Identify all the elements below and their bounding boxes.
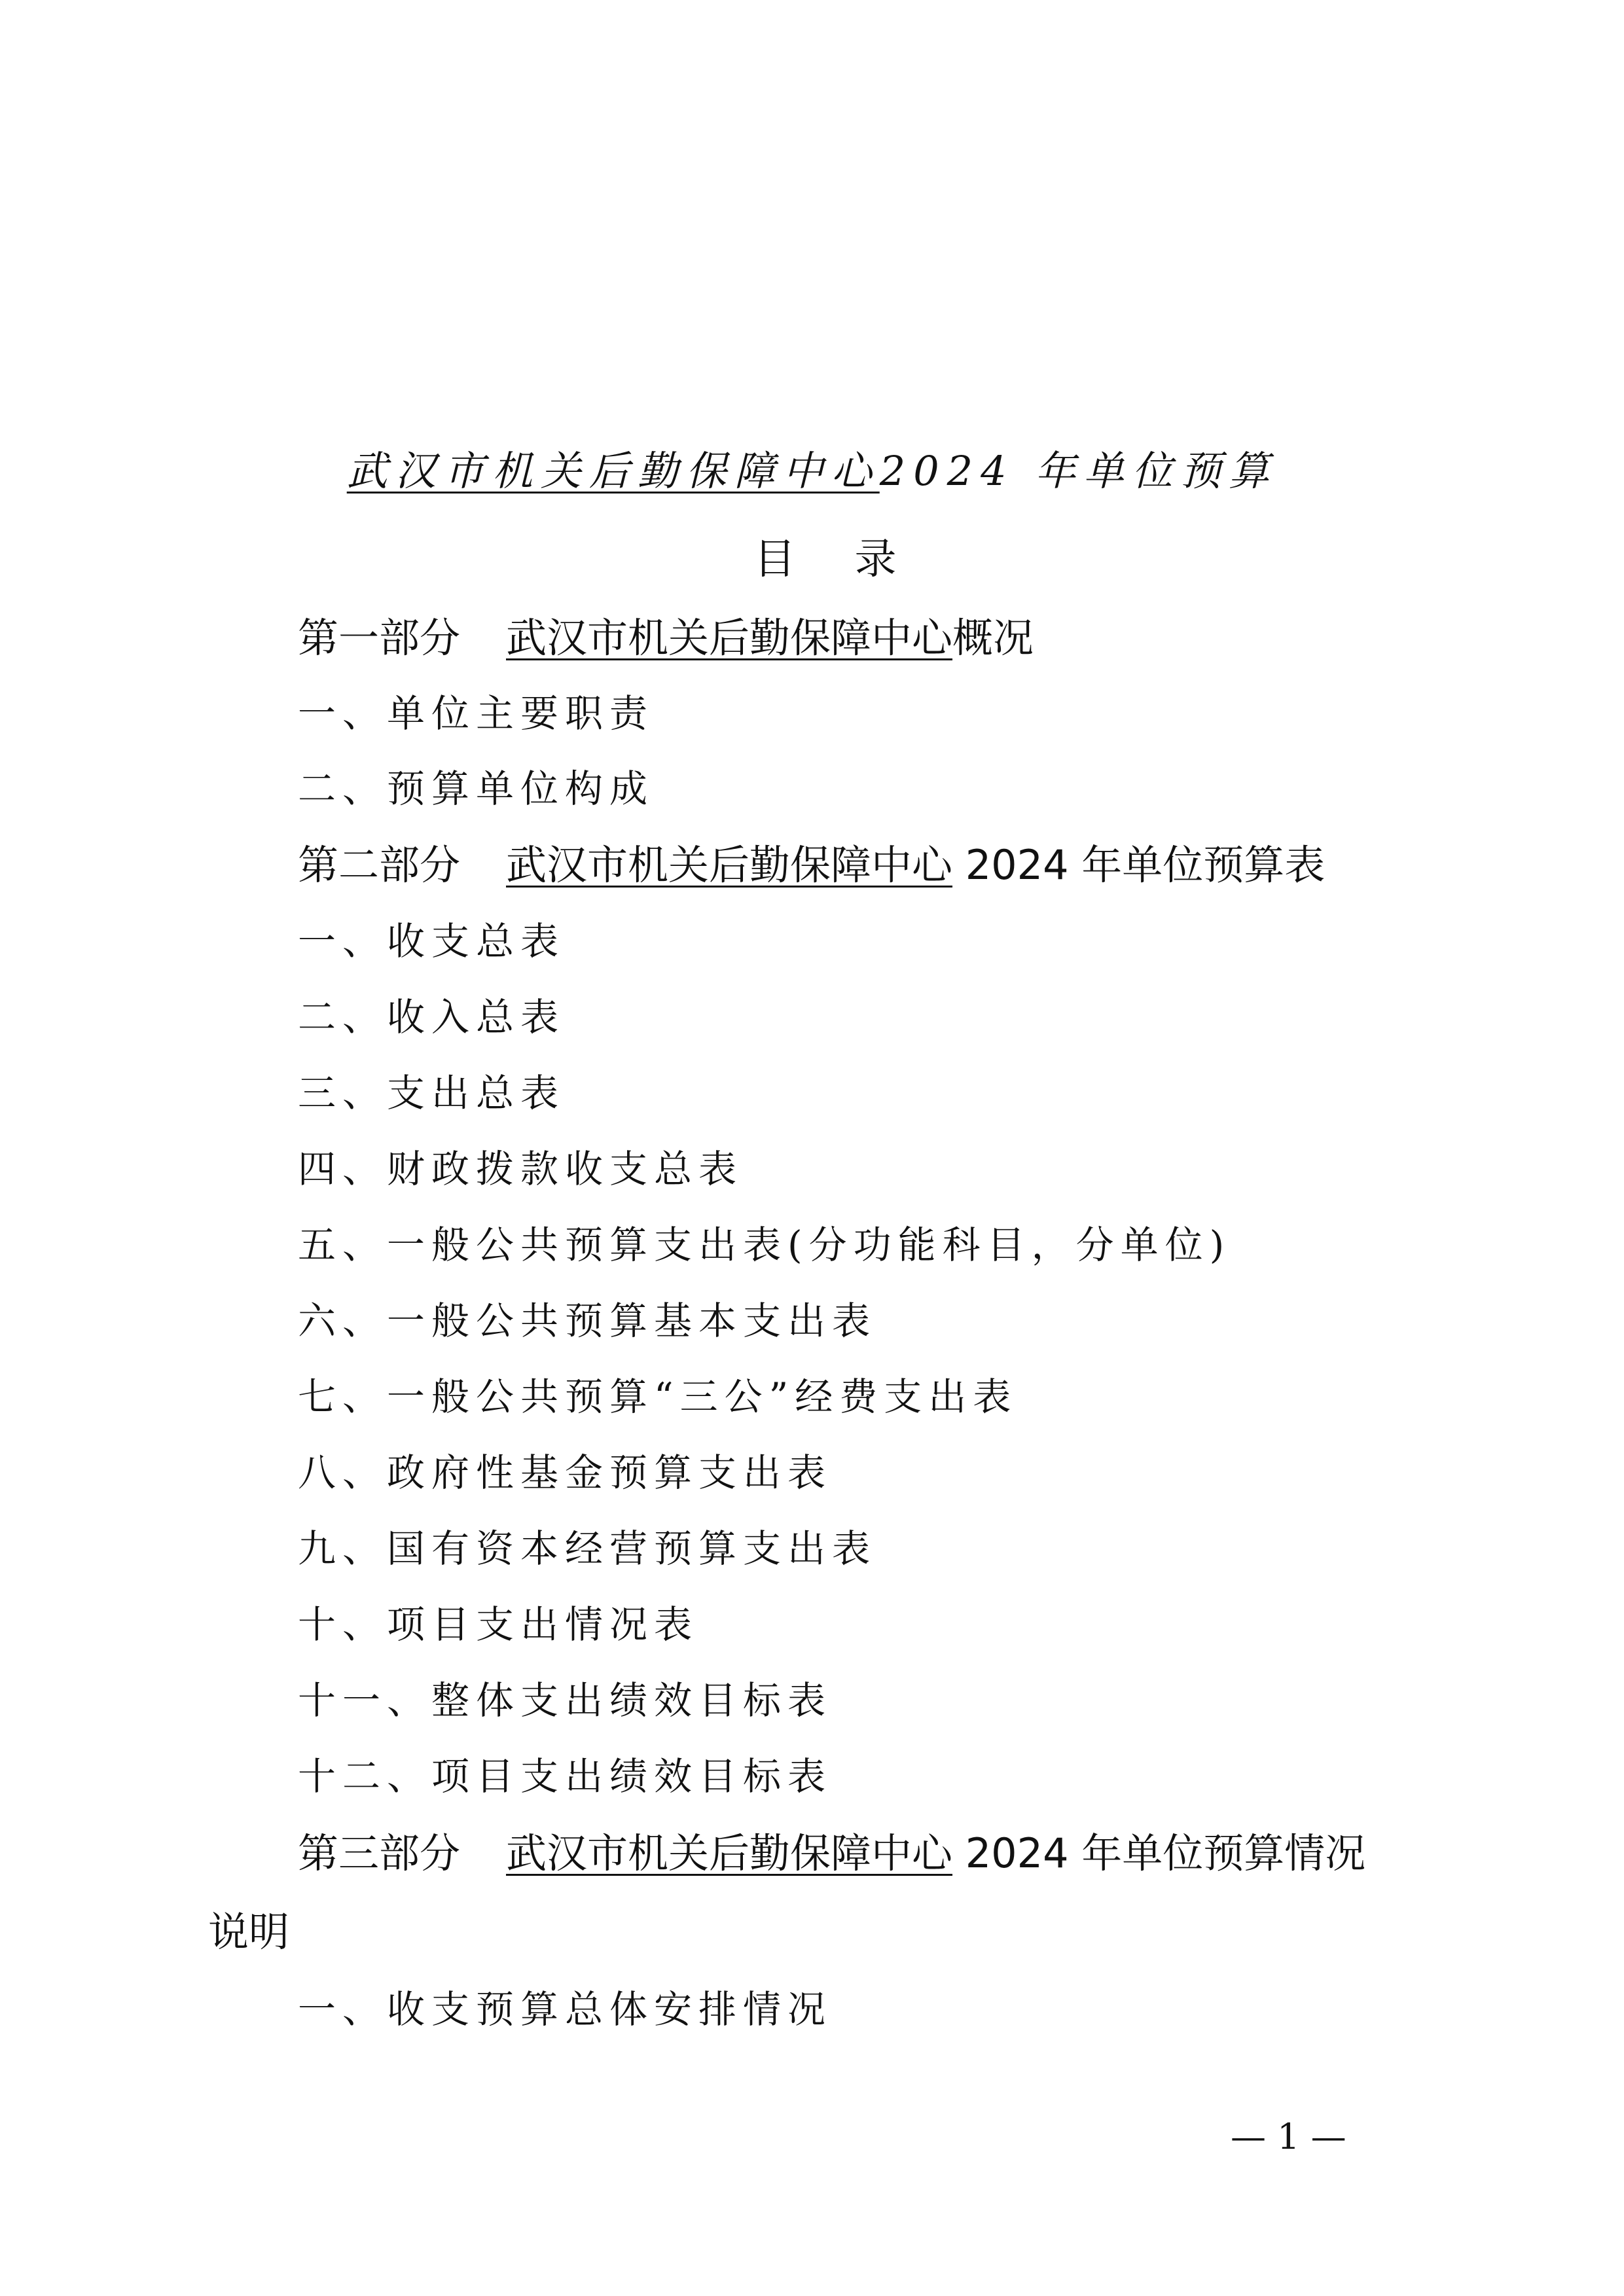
part2-org-name: 武汉市机关后勤保障中心 [506,841,953,889]
toc-item: 九、国有资本经营预算支出表 [298,1526,877,1571]
toc-item: 十、项目支出情况表 [298,1602,699,1647]
part3-heading-continuation: 说明 [208,1908,290,1956]
toc-item: 三、支出总表 [298,1071,566,1115]
toc-item: 五、一般公共预算支出表(分功能科目，分单位) [298,1223,1231,1267]
part1-heading: 第一部分 武汉市机关后勤保障中心概况 [298,614,1034,662]
toc-heading: 目 录 [753,535,897,584]
toc-item: 七、一般公共预算“三公”经费支出表 [298,1374,1018,1419]
title-year-text: 2024 年单位预算 [879,447,1278,495]
toc-item: 一、单位主要职责 [298,691,655,736]
toc-item: 十一、整体支出绩效目标表 [298,1678,833,1723]
document-title [0,432,1624,511]
toc-item: 一、收支预算总体安排情况 [298,1987,833,2032]
part3-heading: 第三部分 武汉市机关后勤保障中心 2024 年单位预算情况 [298,1829,1366,1877]
toc-item: 二、预算单位构成 [298,766,655,811]
toc-item: 二、收入总表 [298,995,566,1039]
toc-item: 八、政府性基金预算支出表 [298,1450,833,1495]
toc-item: 六、一般公共预算基本支出表 [298,1299,877,1343]
part3-org-name: 武汉市机关后勤保障中心 [506,1829,953,1877]
toc-item: 一、收支总表 [298,919,566,963]
page-number: — 1 — [1231,2116,1346,2157]
toc-item: 四、财政拨款收支总表 [298,1147,744,1191]
part2-heading: 第二部分 武汉市机关后勤保障中心 2024 年单位预算表 [298,841,1326,889]
toc-item: 十二、项目支出绩效目标表 [298,1754,833,1799]
title-org-name: 武汉市机关后勤保障中心 [346,447,880,495]
part1-org-name: 武汉市机关后勤保障中心 [506,614,953,662]
